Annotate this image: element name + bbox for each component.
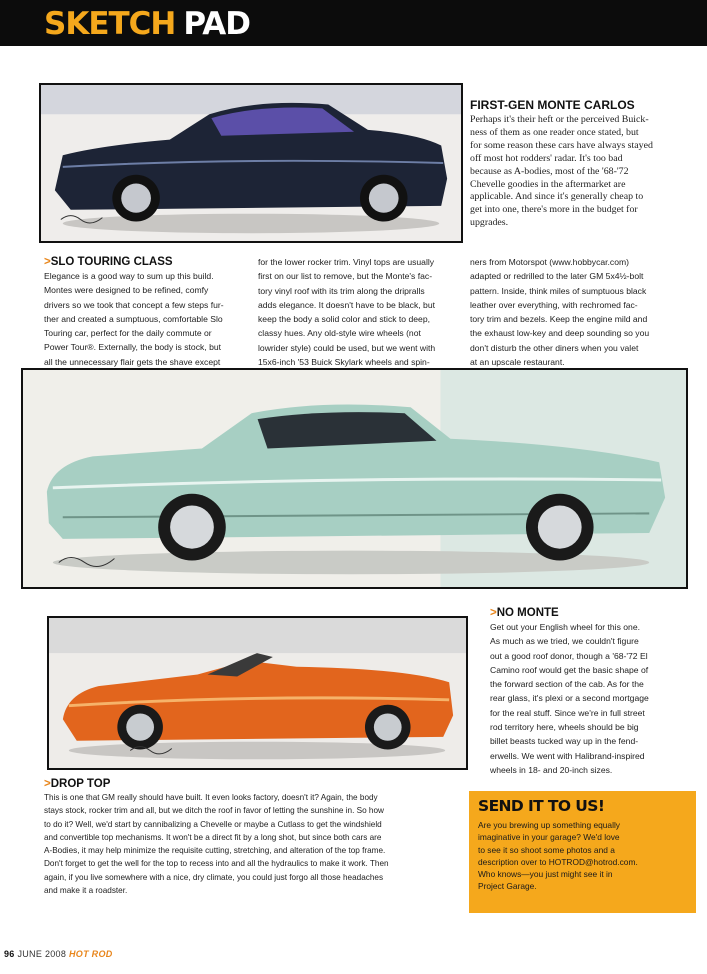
text-line: wheels in 18- and 20-inch sizes. [490, 764, 613, 775]
text-line: off most hot rodders' radar. It's too bad [470, 152, 623, 164]
text-line: adapted or redrilled to the later GM 5x4½-bolt [470, 271, 644, 282]
text-line: Get out your English wheel for this one. [490, 622, 640, 632]
no-monte-heading-text: NO MONTE [496, 607, 559, 619]
text-line: drivers so we took that concept a few steps fur- [44, 299, 224, 310]
magazine-name: HOT ROD [68, 949, 113, 959]
text-line: upgrades. [470, 217, 509, 229]
text-line: and make it a roadster. [44, 886, 128, 896]
text-line: get into one, there's more in the budget for [470, 204, 638, 216]
text-line: keep the body a solid color and stick to deep, [258, 314, 430, 325]
sketch-blue-coupe [39, 83, 463, 243]
slo-touring-heading-text: SLO TOURING CLASS [50, 256, 173, 268]
slo-touring-col3 [470, 255, 649, 369]
slo-touring-col1 [44, 269, 224, 369]
text-line: billet beasts tucked way up in the fend- [490, 736, 639, 747]
text-line: pattern. Inside, think miles of sumptuous black [470, 285, 647, 296]
drop-top-text [44, 791, 389, 897]
text-line: because as A-bodies, most of the '68-'72 [470, 165, 629, 177]
section-title [44, 4, 250, 44]
text-line: Who knows—you just might see it in [478, 869, 613, 880]
slo-touring-heading [44, 255, 173, 269]
text-line: out a good roof donor, though a '68-'72 El [490, 650, 648, 661]
text-line: imaginative in your garage? We'd love [478, 832, 620, 843]
text-line: ners from Motorspot (www.hobbycar.com) [470, 257, 630, 267]
text-line: to see it so shoot some photos and a [478, 844, 615, 855]
text-line: leather over everything, with rechromed fac- [470, 299, 638, 310]
text-line: A-Bodies, it may help minimize the requisite cutting, stretching, and alteration of the top frame. [44, 846, 386, 856]
sketch-green-wagon [21, 368, 688, 589]
slo-touring-col2 [258, 255, 435, 369]
text-line: Project Garage. [478, 881, 537, 892]
text-line: stays stock, rocker trim and all, but we ditch the roof in favor of letting the sunshine in. So how [44, 806, 384, 816]
text-line: lowrider style) could be used, but we went with [258, 342, 436, 353]
text-line: Touring car, perfect for the daily commute or [44, 328, 212, 339]
text-line: adds elegance. It doesn't have to be black, but [258, 299, 435, 310]
text-line: Don't forget to get the well for the top to recess into and all the hydraulics to make it work. Then [44, 859, 389, 869]
text-line: again, if you live somewhere with a nice, dry climate, you could just forgo all those headaches [44, 872, 384, 882]
text-line: rear glass, it's plexi or a second mortgage [490, 693, 649, 704]
first-gen-heading: FIRST-GEN MONTE CARLOS [470, 98, 635, 112]
text-line: at an upscale restaurant. [470, 357, 565, 368]
text-line: This is one that GM really should have built. It even looks factory, doesn't it? Again, the body [44, 793, 378, 802]
section-title-part2: PAD [183, 6, 250, 42]
arrow-marker: > [44, 256, 51, 268]
text-line: the exhaust low-key and deep sounding so you [470, 328, 650, 339]
section-title-part1: SKETCH [44, 6, 176, 42]
text-line: classy hues. Any old-style wire wheels (not [258, 328, 421, 339]
text-line: 15x6-inch '53 Buick Skylark wheels and spin- [258, 357, 430, 368]
promo-title: SEND IT TO US! [478, 797, 605, 815]
text-line: tory trim and bezels. Keep the engine mild and [470, 314, 648, 325]
send-it-to-us-box [469, 791, 696, 913]
page-number: 96 [4, 949, 15, 959]
arrow-marker: > [44, 778, 51, 790]
text-line: Elegance is a good way to sum up this build. [44, 271, 214, 281]
text-line: tory vinyl roof with its trim along the dripralls [258, 285, 425, 296]
text-line: Camino roof would get the basic shape of [490, 664, 649, 675]
first-gen-text [470, 114, 653, 230]
text-line: Perhaps it's their heft or the perceived Buick- [470, 114, 649, 125]
no-monte-heading [490, 606, 559, 620]
issue-date: JUNE 2008 [17, 949, 67, 959]
no-monte-text [490, 620, 649, 777]
drop-top-heading [44, 777, 110, 791]
promo-text [478, 819, 638, 893]
text-line: Chevelle goodies in the aftermarket are [470, 178, 626, 190]
page-header [0, 0, 707, 46]
text-line: As much as we tried, we couldn't figure [490, 636, 639, 647]
text-line: to do it? Well, we'd start by cannibalizing a Chevelle or maybe a Cutlass to get the windshield [44, 819, 382, 829]
text-line: don't disturb the other diners when you valet [470, 342, 639, 353]
text-line: Are you brewing up something equally [478, 820, 620, 830]
arrow-marker: > [490, 607, 497, 619]
drop-top-heading-text: DROP TOP [50, 778, 111, 790]
text-line: erwells. We went with Halibrand-inspired [490, 750, 645, 761]
sketch-orange-convertible [47, 616, 468, 770]
text-line: ness of them as one reader once stated, but [470, 126, 639, 138]
text-line: applicable. And since it's generally cheap to [470, 191, 644, 203]
text-line: Montes were designed to be refined, comfy [44, 285, 209, 296]
text-line: for some reason these cars have always stayed [470, 139, 653, 151]
text-line: the forward section of the cab. As for the [490, 679, 644, 690]
text-line: for the real stuff. Since we're in full street [490, 707, 645, 718]
text-line: description over to HOTROD@hotrod.com. [478, 856, 638, 867]
text-line: ther and created a sumptuous, comfortable Slo [44, 313, 223, 324]
text-line: first on our list to remove, but the Monte's fac- [258, 271, 433, 282]
text-line: for the lower rocker trim. Vinyl tops are usually [258, 257, 435, 267]
text-line: and convertible top mechanisms. It won't be a direct fit by a long shot, but since both cars are [44, 832, 382, 842]
page-footer [4, 949, 113, 959]
text-line: Power Tour®. Externally, the body is stock, but [44, 342, 222, 353]
text-line: all the unnecessary flair gets the shave except [44, 356, 221, 367]
text-line: rod territory here, wheels should be big [490, 722, 639, 733]
